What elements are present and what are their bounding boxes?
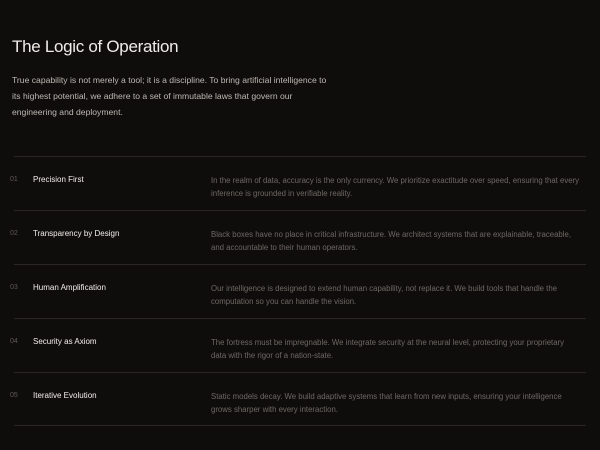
principle-row [10,264,586,318]
principle-name: Precision First [33,175,84,184]
principle-number: 02 [10,230,18,237]
page-title: The Logic of Operation [12,37,179,56]
principle-number: 01 [10,176,18,183]
principle-row [10,318,586,372]
principle-name: Iterative Evolution [33,391,97,400]
principle-row [10,156,586,210]
principle-description: The fortress must be impregnable. We integrate security at the neural level, protecting your proprietary data with the rigor of a nation-state. [211,338,565,360]
principle-description: In the realm of data, accuracy is the only currency. We prioritize exactitude over speed, ensuring that every inference is grounded in verifiable reality. [211,176,580,198]
principle-row [10,372,586,426]
principle-number: 03 [10,284,18,291]
principle-name: Human Amplification [33,283,106,292]
principle-row [10,210,586,264]
intro-paragraph: True capability is not merely a tool; it is a discipline. To bring artificial intelligence to its highest potential, we adhere to a set of immutable laws that govern our engineering and deployment. [12,75,327,117]
principle-description: Our intelligence is designed to extend human capability, not replace it. We build tools that handle the computation so you can handle the vision. [211,284,558,306]
principle-name: Transparency by Design [33,229,120,238]
principle-description: Static models decay. We build adaptive systems that learn from new inputs, ensuring your intelligence grows sharper with every interaction. [211,392,562,414]
principle-number: 05 [10,392,18,399]
principle-number: 04 [10,338,18,345]
principles-list [10,156,586,426]
principle-name: Security as Axiom [33,337,97,346]
principle-description: Black boxes have no place in critical infrastructure. We architect systems that are explainable, traceable, and accountable to their human operators. [211,230,571,252]
